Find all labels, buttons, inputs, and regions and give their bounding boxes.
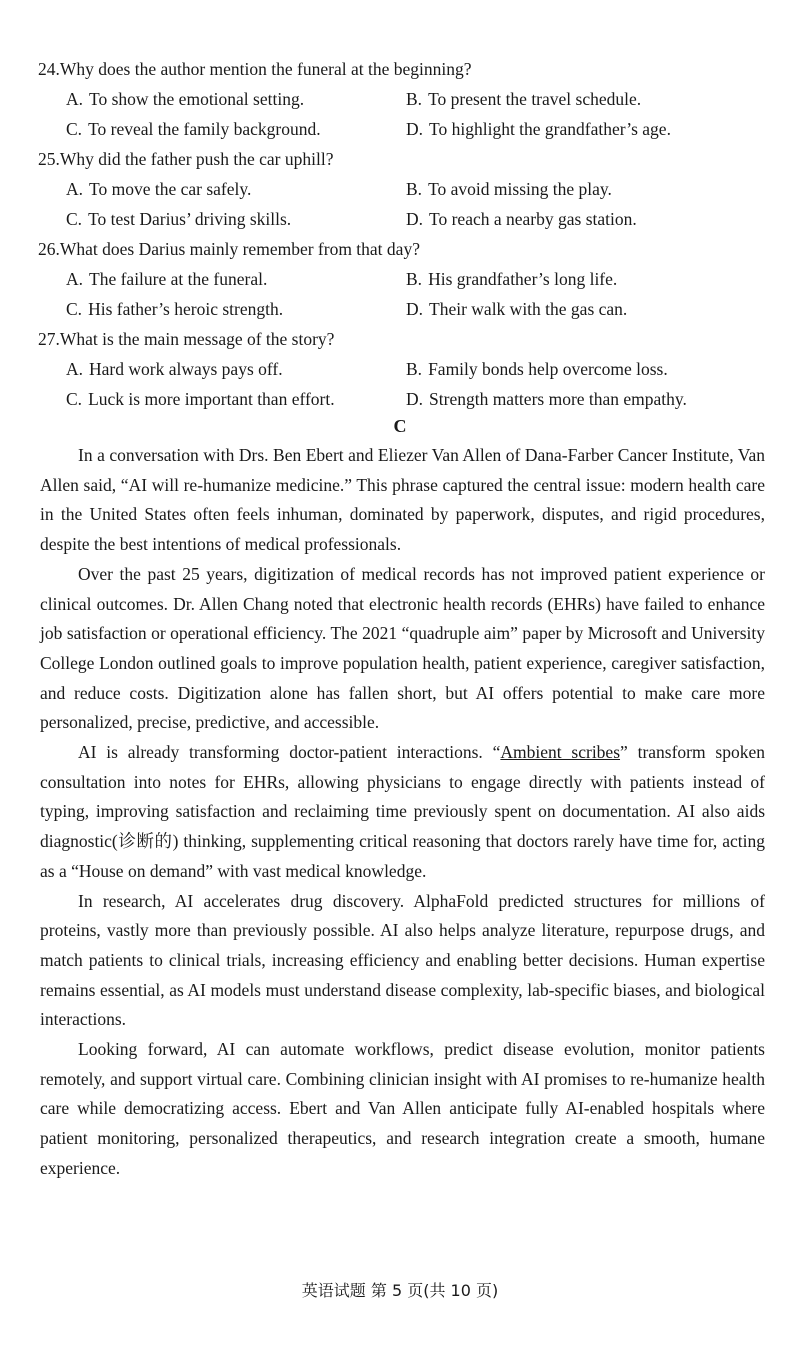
option-letter: C. (66, 299, 83, 319)
option-b (406, 174, 796, 204)
question-text: What does Darius mainly remember from that day? (59, 239, 420, 259)
question-stem (38, 54, 768, 84)
question-stem (38, 144, 768, 174)
option-text: To reach a nearby gas station. (429, 209, 637, 229)
option-text: To test Darius’ driving skills. (88, 209, 292, 229)
paragraph-text: ” transform spoken consultation into notes for EHRs, allowing physicians to engage directly with patients instead of typing, improving satisfaction and reclaiming time previously spent on documentation. AI also aids diagnostic(诊断的) thinking, supplementing critical reasoning that doctors rarely have time for, acting as a “House on demand” with vast medical knowledge. (40, 742, 765, 881)
option-b (406, 354, 796, 384)
option-letter: B. (406, 269, 423, 289)
option-letter: D. (406, 389, 424, 409)
question-text: Why did the father push the car uphill? (59, 149, 334, 169)
question-options (38, 354, 768, 414)
option-c (66, 384, 406, 414)
option-text: The failure at the funeral. (89, 269, 268, 289)
passage-paragraph-2: Over the past 25 years, digitization of medical records has not improved patient experience or clinical outcomes. Dr. Allen Chang noted that electronic health records (EHRs) have failed to enhance job satisfaction or operational efficiency. The 2021 “quadruple aim” paper by Microsoft and University College London outlined goals to improve population health, patient experience, caregiver satisfaction, and reduce costs. Digitization alone has fallen short, but AI offers potential to make care more personalized, precise, predictive, and accessible. (40, 563, 765, 733)
question-24 (38, 54, 768, 144)
section-heading: C (393, 416, 407, 436)
paragraph-text: AI is already transforming doctor-patient interactions. “ (78, 742, 501, 763)
question-number: 26. (38, 239, 60, 259)
question-25 (38, 144, 768, 234)
option-d (406, 204, 796, 234)
option-letter: D. (406, 209, 424, 229)
question-options (38, 84, 768, 144)
question-number: 27. (38, 329, 60, 349)
passage-paragraph-3 (40, 738, 765, 887)
option-text: Family bonds help overcome loss. (428, 359, 668, 379)
option-letter: A. (66, 269, 84, 289)
option-b (406, 84, 796, 114)
option-letter: A. (66, 359, 84, 379)
option-text: His grandfather’s long life. (428, 269, 618, 289)
option-a (66, 354, 406, 384)
question-stem (38, 324, 768, 354)
question-27 (38, 324, 768, 414)
option-text: Hard work always pays off. (89, 359, 283, 379)
option-letter: A. (66, 179, 84, 199)
option-a (66, 264, 406, 294)
reading-passage (40, 441, 765, 1184)
option-d (406, 114, 796, 144)
option-c (66, 294, 406, 324)
option-letter: D. (406, 299, 424, 319)
option-text: Luck is more important than effort. (88, 389, 335, 409)
option-text: To present the travel schedule. (428, 89, 642, 109)
option-c (66, 114, 406, 144)
questions-block (38, 54, 768, 414)
option-c (66, 204, 406, 234)
option-text: Strength matters more than empathy. (429, 389, 687, 409)
question-text: Why does the author mention the funeral at the beginning? (59, 59, 472, 79)
option-letter: B. (406, 89, 423, 109)
option-a (66, 84, 406, 114)
question-number: 25. (38, 149, 60, 169)
option-letter: C. (66, 119, 83, 139)
option-text: To avoid missing the play. (428, 179, 612, 199)
option-text: Their walk with the gas can. (429, 299, 628, 319)
option-letter: B. (406, 179, 423, 199)
question-26 (38, 234, 768, 324)
option-text: To highlight the grandfather’s age. (429, 119, 671, 139)
option-d (406, 294, 796, 324)
option-letter: C. (66, 389, 83, 409)
question-stem (38, 234, 768, 264)
option-a (66, 174, 406, 204)
option-text: To reveal the family background. (88, 119, 321, 139)
question-options (38, 264, 768, 324)
option-letter: B. (406, 359, 423, 379)
passage-paragraph-5: Looking forward, AI can automate workflows, predict disease evolution, monitor patients remotely, and support virtual care. Combining clinician insight with AI promises to re-humanize health care while democratizing access. Ebert and Van Allen anticipate fully AI-enabled hospitals where patient monitoring, personalized therapeutics, and research integration create a smooth, humane experience. (40, 1039, 765, 1178)
option-b (406, 264, 796, 294)
underlined-phrase: Ambient scribes (500, 742, 621, 763)
option-text: His father’s heroic strength. (88, 299, 284, 319)
option-d (406, 384, 796, 414)
option-text: To move the car safely. (89, 179, 252, 199)
option-letter: A. (66, 89, 84, 109)
option-letter: D. (406, 119, 424, 139)
question-number: 24. (38, 59, 60, 79)
option-text: To show the emotional setting. (89, 89, 305, 109)
passage-paragraph-1: In a conversation with Drs. Ben Ebert and Eliezer Van Allen of Dana-Farber Cancer Institute, Van Allen said, “AI will re-humanize medicine.” This phrase captured the central issue: modern health care in the United States often feels inhuman, dominated by paperwork, disputes, and rigid procedures, despite the best intentions of medical professionals. (40, 445, 765, 555)
question-text: What is the main message of the story? (59, 329, 335, 349)
option-letter: C. (66, 209, 83, 229)
question-options (38, 174, 768, 234)
page-footer: 英语试题 第 5 页(共 10 页) (301, 1281, 499, 1300)
passage-paragraph-4: In research, AI accelerates drug discovery. AlphaFold predicted structures for millions of proteins, vastly more than previously possible. AI also helps analyze literature, repurpose drugs, and match patients to clinical trials, increasing efficiency and enabling better decisions. Human expertise remains essential, as AI models must understand disease complexity, lab-specific biases, and biological interactions. (40, 890, 765, 1030)
